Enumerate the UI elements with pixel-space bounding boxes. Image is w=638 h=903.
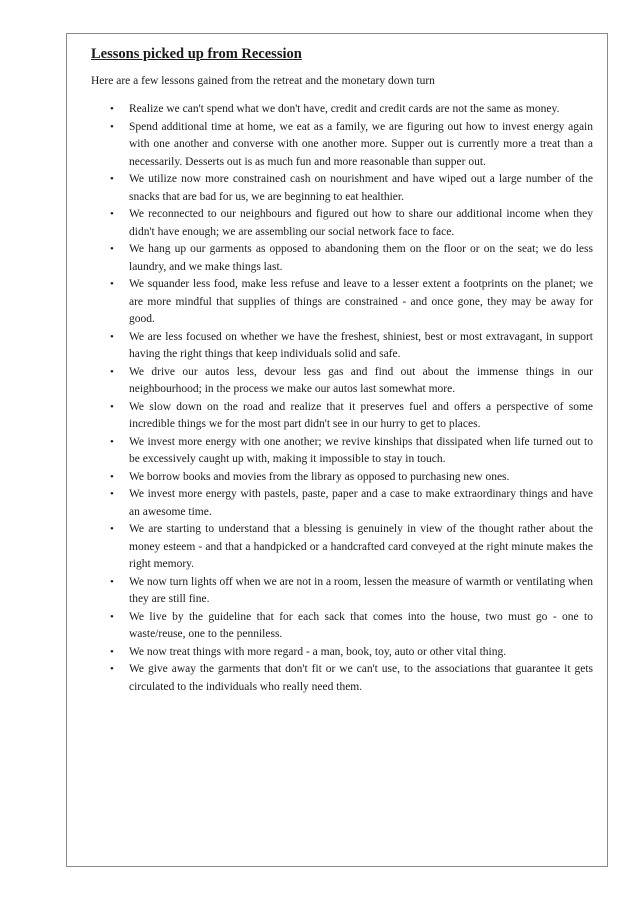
document-body <box>91 45 593 696</box>
bullet-icon: • <box>110 400 114 413</box>
list-item-text: We live by the guideline that for each sack that comes into the house, two must go - one to waste/reuse, one to the penniless. <box>129 610 593 640</box>
list-item-text: We now treat things with more regard - a man, book, toy, auto or other vital thing. <box>129 645 507 658</box>
bullet-icon: • <box>110 663 114 675</box>
list-item <box>91 206 593 241</box>
bullet-icon: • <box>110 173 114 185</box>
bullet-icon: • <box>110 645 114 658</box>
intro-paragraph: Here are a few lessons gained from the retreat and the monetary down turn <box>91 75 435 87</box>
list-item <box>91 574 593 609</box>
bullet-icon: • <box>110 103 114 115</box>
list-item-text: We invest more energy with pastels, paste, paper and a case to make extraordinary things and have an awesome time. <box>129 488 593 518</box>
bullet-icon: • <box>110 523 114 535</box>
list-item <box>91 171 593 206</box>
list-item-text: We slow down on the road and realize that it preserves fuel and offers a perspective of some incredible things we for the most part didn't see in our hurry to get to places. <box>129 400 593 430</box>
list-item <box>91 434 593 469</box>
list-item <box>91 609 593 644</box>
bullet-icon: • <box>110 208 114 220</box>
list-item-text: We drive our autos less, devour less gas and find out about the immense things in our neighbourhood; in the process we make our autos last somewhat more. <box>129 365 593 395</box>
list-item <box>91 486 593 521</box>
list-item-text: We reconnected to our neighbours and figured out how to share our additional income when they didn't have enough; we are assembling our social network face to face. <box>129 208 593 238</box>
list-item <box>91 469 593 487</box>
list-item-text: We give away the garments that don't fit or we can't use, to the associations that guarantee it gets circulated to the individuals who really need them. <box>129 663 593 693</box>
list-item-text: We invest more energy with one another; we revive kinships that dissipated when life turned out to be excessively caught up with, making it impossible to stay in touch. <box>129 435 593 465</box>
bullet-icon: • <box>110 435 114 448</box>
lessons-list <box>91 101 593 696</box>
bullet-icon: • <box>110 470 114 483</box>
list-item <box>91 241 593 276</box>
list-item-text: We hang up our garments as opposed to abandoning them on the floor or on the seat; we do less laundry, and we make things last. <box>129 243 593 273</box>
bullet-icon: • <box>110 278 114 290</box>
bullet-icon: • <box>110 610 114 623</box>
list-item <box>91 399 593 434</box>
list-item <box>91 101 593 119</box>
list-item-text: Spend additional time at home, we eat as a family, we are figuring out how to invest energy again with one another and converse with one another more. Supper out is currently more a treat than a necessarily. Desserts out is as much fun and more reasonable than supper out. <box>129 120 593 168</box>
bullet-icon: • <box>110 120 114 133</box>
list-item-text: We are starting to understand that a blessing is genuinely in view of the thought rather about the money esteem - and that a handpicked or a handcrafted card conveyed at the right minute makes the right memory. <box>129 523 593 570</box>
bullet-icon: • <box>110 488 114 500</box>
bullet-icon: • <box>110 575 114 588</box>
list-item-text: We borrow books and movies from the library as opposed to purchasing new ones. <box>129 470 510 483</box>
list-item-text: Realize we can't spend what we don't have, credit and credit cards are not the same as money. <box>129 103 560 115</box>
document-title: Lessons picked up from Recession <box>91 46 302 62</box>
list-item <box>91 119 593 172</box>
list-item-text: We utilize now more constrained cash on nourishment and have wiped out a large number of the snacks that are bad for us, we are beginning to eat healthier. <box>129 173 593 203</box>
list-item <box>91 661 593 696</box>
list-item-text: We are less focused on whether we have the freshest, shiniest, best or most extravagant, in support having the right things that keep individuals solid and safe. <box>129 330 593 360</box>
bullet-icon: • <box>110 243 114 255</box>
bullet-icon: • <box>110 330 114 343</box>
list-item-text: We squander less food, make less refuse and leave to a lesser extent a footprints on the planet; we are more mindful that supplies of things are constrained - and once gone, they may be away for good. <box>129 278 593 325</box>
list-item-text: We now turn lights off when we are not in a room, lessen the measure of warmth or ventilating when they are still fine. <box>129 575 593 605</box>
list-item <box>91 521 593 574</box>
list-item <box>91 276 593 329</box>
list-item <box>91 644 593 662</box>
list-item <box>91 329 593 364</box>
list-item <box>91 364 593 399</box>
bullet-icon: • <box>110 365 114 378</box>
